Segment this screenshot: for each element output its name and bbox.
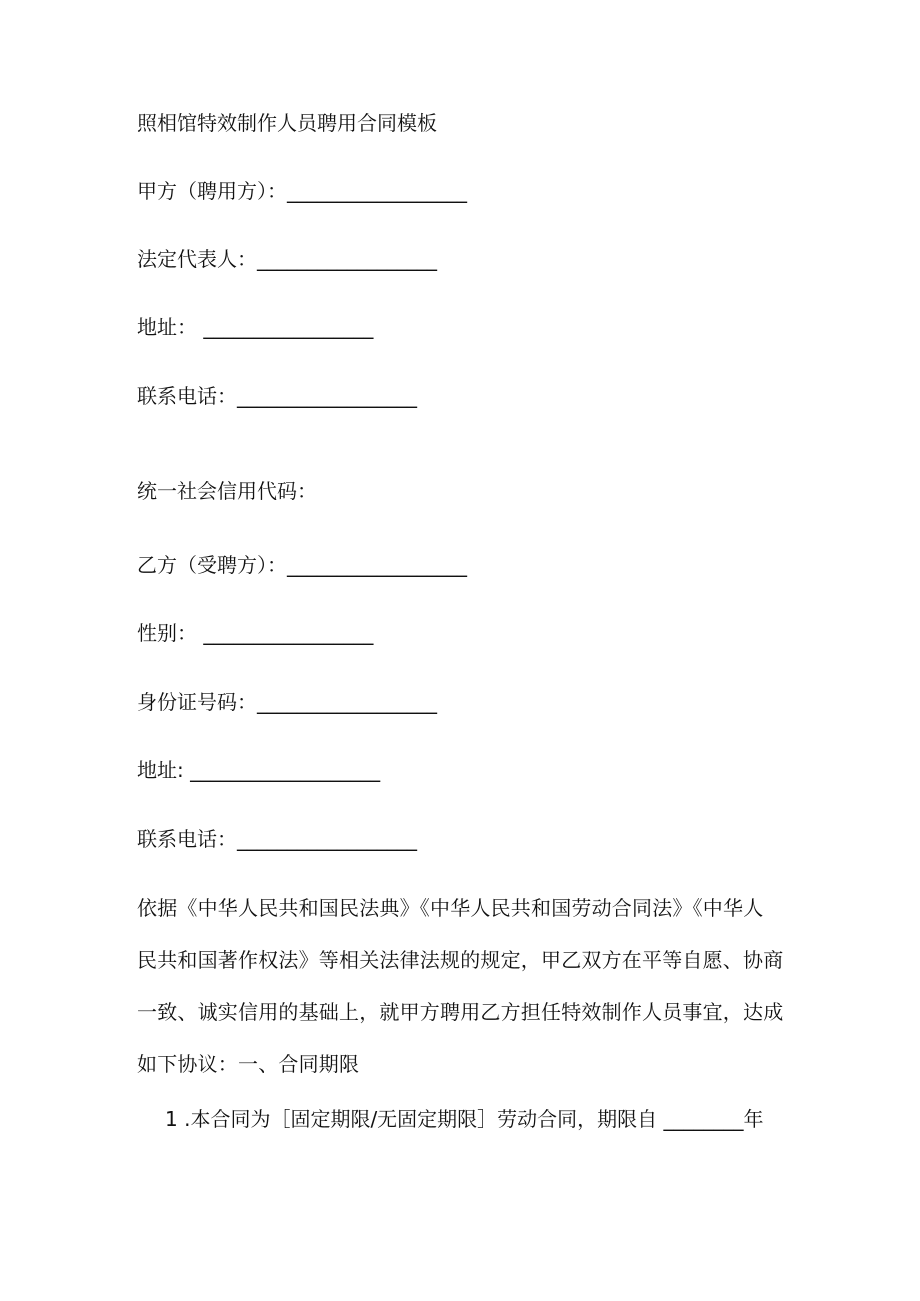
party-b-address: 地址: ___________________ xyxy=(137,758,381,782)
party-a-representative: 法定代表人：__________________ xyxy=(137,247,437,271)
preamble-line: 民共和国著作权法》等相关法律法规的规定，甲乙双方在平等自愿、协商 xyxy=(137,948,784,972)
party-b-phone: 联系电话：__________________ xyxy=(137,827,417,851)
preamble-paragraph xyxy=(137,882,797,1090)
party-a-credit-code: 统一社会信用代码： xyxy=(137,479,317,503)
preamble-line: 依据《中华人民共和国民法典》《中华人民共和国劳动合同法》《中华人 xyxy=(137,896,764,920)
preamble-line: 如下协议：一、合同期限 xyxy=(137,1052,360,1076)
clause-1: 1 .本合同为［固定期限/无固定期限］劳动合同，期限自 ________年 xyxy=(165,1107,764,1131)
party-a-address: 地址： _________________ xyxy=(137,315,374,339)
party-b-gender: 性别： _________________ xyxy=(137,621,374,645)
party-a-label: 甲方（聘用方）：__________________ xyxy=(137,179,467,203)
document-title: 照相馆特效制作人员聘用合同模板 xyxy=(137,111,437,135)
party-b-id-number: 身份证号码：__________________ xyxy=(137,690,437,714)
party-a-phone: 联系电话：__________________ xyxy=(137,384,417,408)
preamble-line: 一致、诚实信用的基础上，就甲方聘用乙方担任特效制作人员事宜，达成 xyxy=(137,1000,784,1024)
party-b-label: 乙方（受聘方）：__________________ xyxy=(137,553,467,577)
